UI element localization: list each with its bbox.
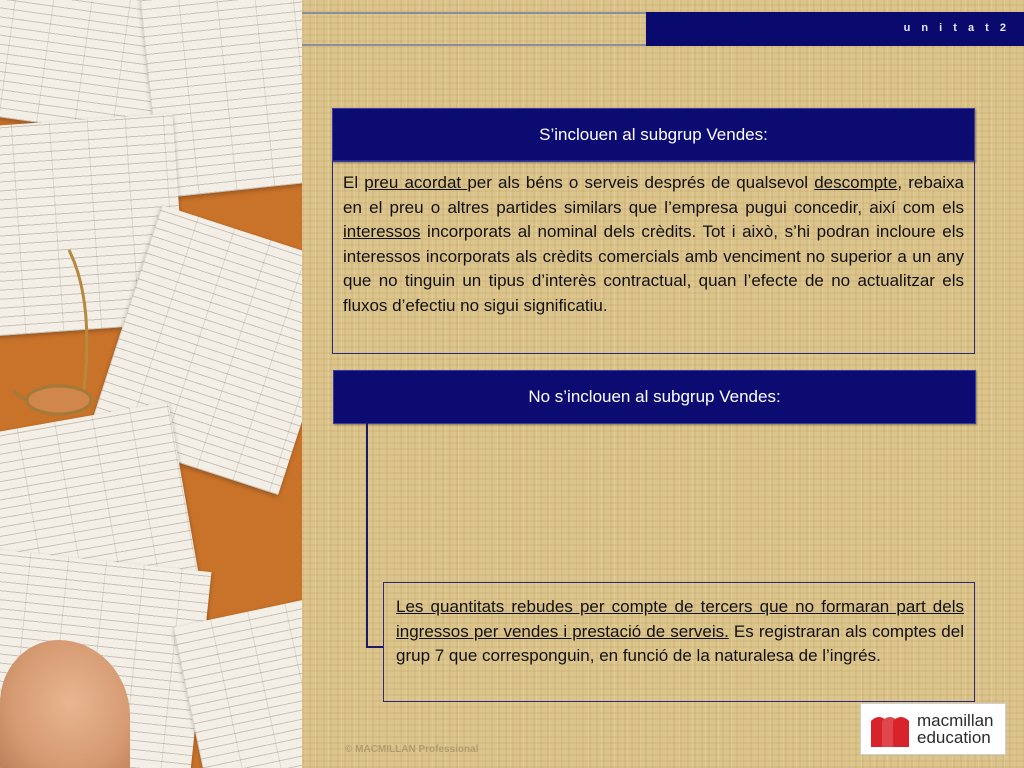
included-title-box xyxy=(332,108,975,162)
included-title: S’inclouen al subgrup Vendes: xyxy=(539,125,768,144)
connector-line xyxy=(366,646,384,648)
unit-header-bar xyxy=(646,12,1024,46)
included-text-box xyxy=(332,160,975,354)
desk-photo xyxy=(0,0,302,768)
excluded-title: No s’inclouen al subgrup Vendes: xyxy=(528,387,781,406)
excluded-title-box xyxy=(333,370,976,424)
logo-line: education xyxy=(917,728,991,747)
term-descompte: descompte xyxy=(814,173,898,192)
term-interessos: interessos xyxy=(343,222,421,241)
term-preu-acordat: preu acordat xyxy=(364,173,468,192)
excluded-rest-text: Es registraran als comptes del grup 7 que corresponguin, en funció de la naturalesa de l’ingrés. xyxy=(396,621,964,665)
text-part: , rebaixa en el preu o altres partides similars que l’empresa pugui concedir, així com els xyxy=(343,173,965,217)
divider-line xyxy=(302,44,648,46)
copyright-text: © MACMILLAN Professional xyxy=(345,744,479,755)
logo-wordmark xyxy=(917,712,994,746)
text-part: incorporats al nominal dels crèdits. Tot i això, s’hi podran incloure els interessos incorporats als crèdits comercials amb venciment no superior a un any que no tinguin un tipus d’interès contractual, quan l’efecte de no actualitzar els fluxos d’efectiu no sigui significatiu. xyxy=(343,222,964,315)
macmillan-logo xyxy=(860,703,1006,755)
unit-label: u n i t a t 2 xyxy=(903,22,1010,34)
included-paragraph xyxy=(333,161,974,318)
connector-line xyxy=(366,422,368,648)
excluded-text-box xyxy=(383,582,975,702)
text-part: per als béns o serveis després de qualsevol xyxy=(467,173,815,192)
logo-line: macmillan xyxy=(917,711,994,730)
divider-line xyxy=(302,12,648,14)
excluded-paragraph xyxy=(384,583,974,669)
eyeglasses-icon xyxy=(14,240,104,430)
text-part: El xyxy=(343,173,365,192)
excluded-underlined-text: Les quantitats rebudes per compte de tercers que no formaran part dels ingressos per vendes i prestació de serveis. xyxy=(396,597,964,641)
macmillan-m-icon xyxy=(869,709,911,749)
